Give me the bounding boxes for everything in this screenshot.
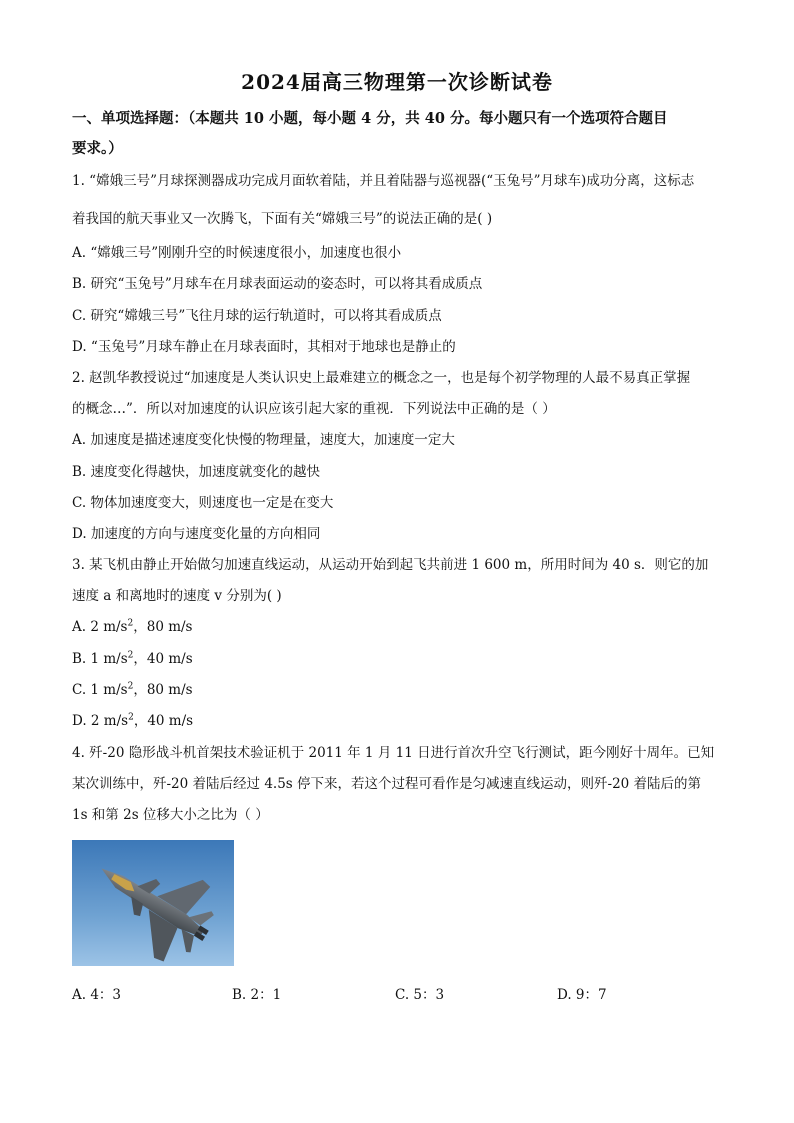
q1-option-b: B. 研究“玉兔号”月球车在月球表面运动的姿态时，可以将其看成质点 [72, 276, 483, 292]
fighter-jet-photo [72, 840, 234, 966]
q2-option-c: C. 物体加速度变大，则速度也一定是在变大 [72, 495, 334, 511]
q3-option-b: B. 1 $m/s^2$，40 m/s [72, 650, 193, 667]
q2-option-b: B. 速度变化得越快，加速度就变化的越快 [72, 464, 321, 480]
q4-option-b: B. 2：1 [232, 987, 282, 1003]
q4-option-a: A. 4：3 [72, 987, 122, 1003]
q3-stem-line1: 3. 某飞机由静止开始做匀加速直线运动，从运动开始到起飞共前进 1 600 m，所用时间为 40 s．则它的加 [72, 557, 709, 573]
q4-option-c: C. 5：3 [395, 987, 445, 1003]
q3-option-d: D. 2 $m/s^2$，40 m/s [72, 712, 194, 729]
q1-option-a: A. “嫦娥三号”刚刚升空的时候速度很小，加速度也很小 [72, 245, 402, 261]
q2-stem-line2: 的概念…”．所以对加速度的认识应该引起大家的重视．下列说法中正确的是（ ） [72, 401, 556, 417]
section-header-line1: 一、单项选择题：（本题共 10 小题，每小题 4 分，共 40 分。每小题只有一个选项符合题目 [72, 110, 668, 127]
q2-option-a: A. 加速度是描述速度变化快慢的物理量，速度大，加速度一定大 [72, 432, 455, 448]
q3-stem-line2: 速度 a 和离地时的速度 v 分别为( ) [72, 588, 282, 604]
q4-stem-line3: 1s 和第 2s 位移大小之比为（ ） [72, 807, 269, 823]
q2-stem-line1: 2. 赵凯华教授说过“加速度是人类认识史上最难建立的概念之一，也是每个初学物理的人最不易真正掌握 [72, 370, 691, 386]
q3-option-c: C. 1 $m/s^2$，80 m/s [72, 681, 193, 698]
q2-option-d: D. 加速度的方向与速度变化量的方向相同 [72, 526, 321, 542]
exam-title: 2024届高三物理第一次诊断试卷 [241, 70, 553, 94]
q4-option-d: D. 9：7 [557, 987, 607, 1003]
q1-stem-line1: 1. “嫦娥三号”月球探测器成功完成月面软着陆，并且着陆器与巡视器(“玉兔号”月球车)成功分离，这标志 [72, 173, 695, 189]
q1-option-d: D. “玉兔号”月球车静止在月球表面时，其相对于地球也是静止的 [72, 339, 456, 355]
q4-stem-line2: 某次训练中，歼-20 着陆后经过 4.5s 停下来，若这个过程可看作是匀减速直线运动，则歼-20 着陆后的第 [72, 776, 702, 792]
q1-stem-line2: 着我国的航天事业又一次腾飞，下面有关“嫦娥三号”的说法正确的是( ) [72, 211, 493, 227]
q3-option-a: A. 2 $m/s^2$，80 m/s [72, 618, 193, 635]
fighter-jet-illustration [72, 840, 234, 966]
section-header-line2: 要求。） [72, 140, 123, 157]
q1-option-c: C. 研究“嫦娥三号”飞往月球的运行轨道时，可以将其看成质点 [72, 308, 442, 324]
q4-stem-line1: 4. 歼-20 隐形战斗机首架技术验证机于 2011 年 1 月 11 日进行首次升空飞行测试，距今刚好十周年。已知 [72, 745, 715, 761]
